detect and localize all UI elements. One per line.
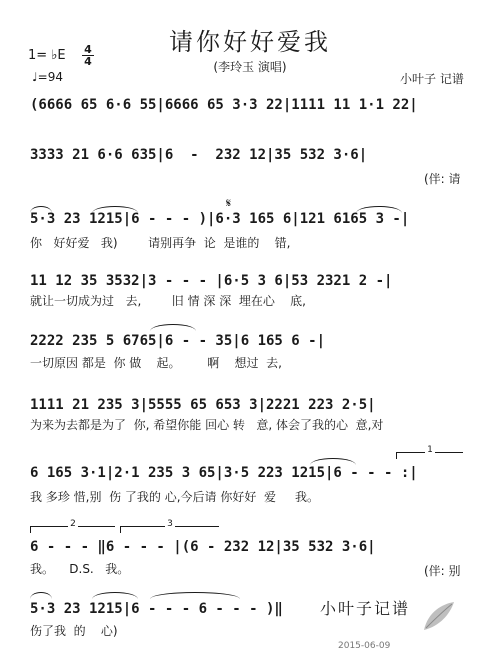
slur-arc: [30, 592, 52, 599]
lyric-line-7: 我 多珍 惜,别 伤 了我的 心,今后请 你好好 爱 我。: [30, 490, 320, 504]
performer-credit: (李玲玉 演唱): [213, 60, 287, 74]
lyric-line-9: 伤了我 的 心): [30, 624, 118, 638]
lyric-line-8: 我。 D.S. 我。: [30, 562, 130, 576]
lyric-line-6: 为来为去都是为了 你, 希望你能 回心 转 意, 体会了我的心 意,对: [30, 418, 384, 432]
accompaniment-note-1: (伴: 请: [424, 172, 461, 186]
tie-arc: [150, 592, 240, 599]
notation-row-3: 5·3 23 1215|6 - - - )|6·3 165 6|121 6165 3 -|: [30, 211, 410, 227]
tempo-marking: ♩=94: [32, 70, 63, 84]
transcriber-stamp: 小叶子记谱: [320, 599, 411, 618]
notation-row-9: 5·3 23 1215|6 - - - 6 - - - )‖: [30, 601, 283, 617]
segno-mark: 𝄋: [226, 196, 232, 210]
lyric-line-3: 你 好好爱 我) 请别再争 论 是谁的 错,: [30, 236, 291, 250]
notation-row-4: 11 12 35 3532|3 - - - |6·5 3 6|53 2321 2 -|: [30, 273, 393, 289]
notation-row-7: 6 165 3·1|2·1 235 3 65|3·5 223 1215|6 - - - :|: [30, 465, 418, 481]
lyric-line-5: 一切原因 都是 你 做 起。 啊 想过 去,: [30, 356, 282, 370]
slur-arc: [92, 592, 138, 599]
transcriber-credit: 小叶子 记谱: [400, 72, 464, 86]
stamp-date: 2015-06-09: [338, 641, 391, 651]
time-signature: [82, 44, 94, 67]
song-title: 请你好好爱我: [169, 28, 331, 56]
notation-row-8: 6 - - - ‖6 - - - |(6 - 232 12|35 532 3·6|: [30, 539, 376, 555]
notation-row-1: (6666 65 6·6 55|6666 65 3·3 22|1111 11 1·1 22|: [30, 97, 418, 113]
key-signature: 1= ♭E: [28, 48, 66, 63]
time-signature-top: 4: [84, 43, 92, 56]
volta-bracket-1: 1: [396, 452, 463, 459]
volta-bracket-2: 2: [30, 526, 115, 533]
leaf-icon: [418, 596, 458, 636]
slur-arc: [150, 324, 196, 331]
volta-bracket-3: 3: [120, 526, 219, 533]
notation-row-5: 2222 235 5 6765|6 - - 35|6 165 6 -|: [30, 333, 326, 349]
time-signature-bottom: 4: [84, 55, 92, 68]
accompaniment-note-2: (伴: 别: [424, 564, 461, 578]
lyric-line-4: 就让一切成为过 去, 旧 情 深 深 埋在心 底,: [30, 294, 306, 308]
notation-row-2: 3333 21 6·6 635|6 - 232 12|35 532 3·6|: [30, 147, 368, 163]
notation-row-6: 1111 21 235 3|5555 65 653 3|2221 223 2·5|: [30, 397, 376, 413]
